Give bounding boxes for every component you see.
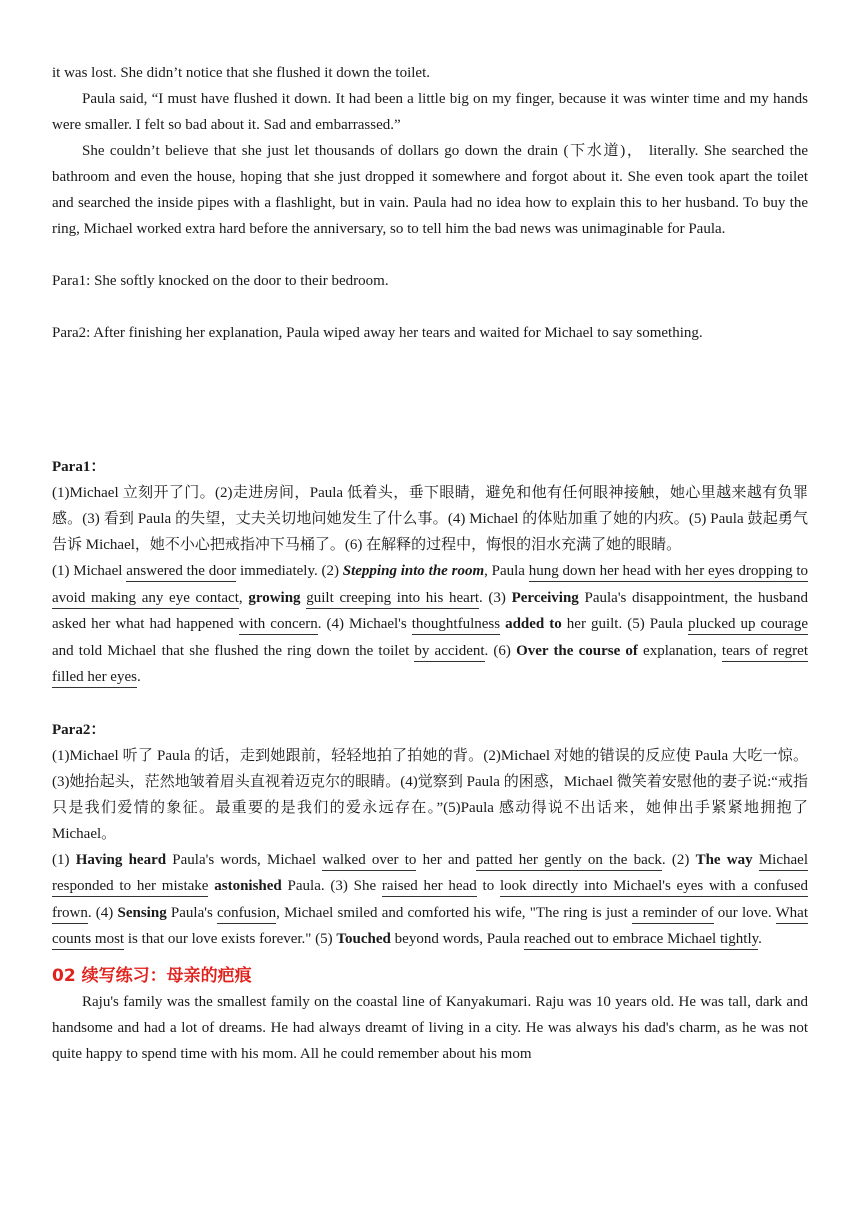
section2-paragraph: Raju's family was the smallest family on the coastal line of Kanyakumari. Raju was 10 years old. He was tall, dark and handsome and had a lot of dreams. He had always dreamt of living in a city. He was always his dad's charm, as he was not quite happy to spend time with his mom. All he could remember about his mom [52, 993, 808, 1062]
para1-prompt: Para1: She softly knocked on the door to their bedroom. [52, 273, 389, 289]
para2-chinese: (1)Michael 听了 Paula 的话，走到她跟前，轻轻地拍了拍她的背。(2)Michael 对她的错误的反应使 Paula 大吃一惊。(3)她抬起头，茫然地皱着眉头直视着迈克尔的眼睛。(4)觉察到 Paula 的困惑，Michael 微笑着安慰他的妻子说:“戒指只是我们爱情的象征。最重要的是我们的爱永远存在。”(5)Paula 感动得说不出话来，她伸出手紧紧地拥抱了 Michael。 [52, 747, 808, 842]
document-page [52, 60, 808, 1067]
story-paragraph-1: it was lost. She didn’t notice that she flushed it down the toilet. [52, 65, 431, 81]
story-paragraph-2: Paula said, “I must have flushed it down. It had been a little big on my finger, because it was winter time and my hands were smaller. I felt so bad about it. Sad and embarrassed.” [52, 91, 808, 133]
section-title: 02 续写练习：母亲的疤痕 [52, 965, 252, 986]
para1-heading: Para1： [52, 459, 106, 475]
para2-english: (1) Having heard Paula's words, Michael walked over to her and patted her gently on the back. (2) The way Michael responded to her mistake astonished Paula. (3) She raised her head to look directly into Michael's eyes with a confused frown. (4) Sensing Paula's confusion, Michael smiled and comforted his wife, "The ring is just a reminder of our love. What counts most is that our love exists forever." (5) Touched beyond words, Paula reached out to embrace Michael tightly. [52, 847, 808, 953]
para1-english: (1) Michael answered the door immediately. (2) Stepping into the room, Paula hung down her head with her eyes dropping to avoid making any eye contact, growing guilt creeping into his heart. (3) Perceiving Paula's disappointment, the husband asked her what had happened with concern. (4) Michael's thoughtfulness added to her guilt. (5) Paula plucked up courage and told Michael that she flushed the ring down the toilet by accident. (6) Over the course of explanation, tears of regret filled her eyes. [52, 558, 808, 691]
para1-chinese: (1)Michael 立刻开了门。(2)走进房间，Paula 低着头，垂下眼睛，避免和他有任何眼神接触，她心里越来越有负罪感。(3) 看到 Paula 的失望，丈夫关切地问她发生了什么事。(4) Michael 的体贴加重了她的内疚。(5) Paula 鼓起勇气告诉 Michael，她不小心把戒指冲下马桶了。(6) 在解释的过程中，悔恨的泪水充满了她的眼睛。 [52, 485, 808, 553]
para2-heading: Para2： [52, 721, 106, 738]
story-paragraph-3: She couldn’t believe that she just let thousands of dollars go down the drain (下水道)， literally. She searched the bathroom and even the house, hoping that she just dropped it somewhere and forgot about it. She even took apart the toilet and searched the inside pipes with a flashlight, but in vain. Paula had no idea how to explain this to her husband. To buy the ring, Michael worked extra hard before the anniversary, so to tell him the bad news was unimaginable for Paula. [52, 143, 808, 237]
para2-prompt: Para2: After finishing her explanation, Paula wiped away her tears and waited for Michael to say something. [52, 325, 703, 341]
